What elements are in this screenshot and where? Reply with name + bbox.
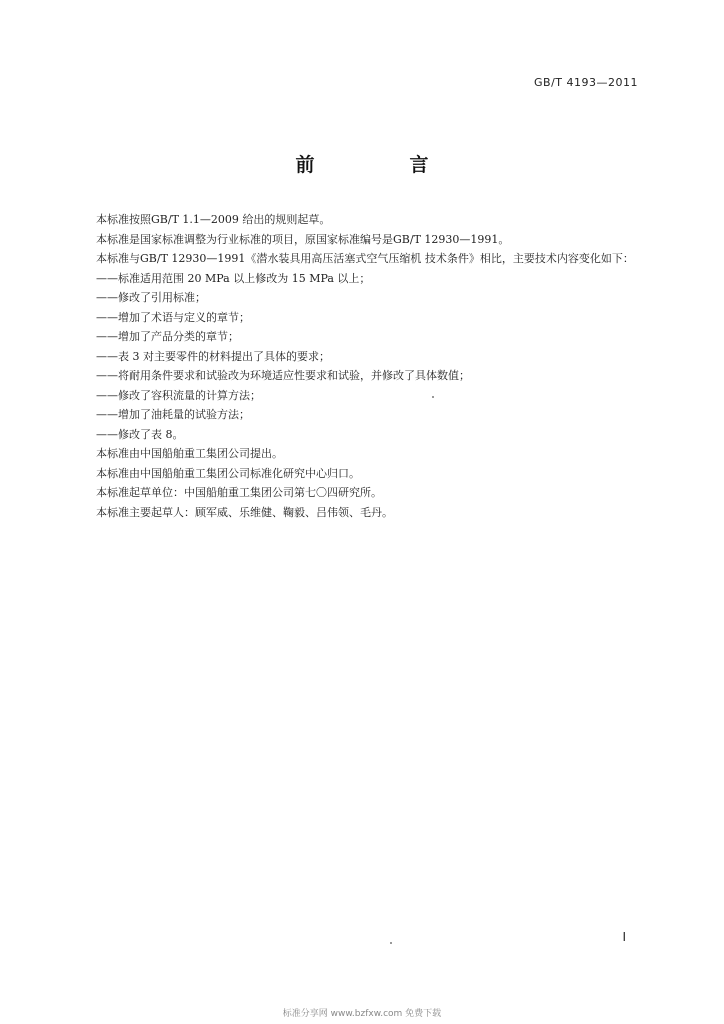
paragraph-changes-intro: 本标准与GB/T 12930—1991《潜水装具用高压活塞式空气压缩机 技术条件》相比，主要技术内容变化如下： [96,252,634,265]
change-item: ——修改了引用标准； [96,291,206,304]
paragraph-drafting-rules: 本标准按照GB/T 1.1—2009 给出的规则起草。 [96,213,331,226]
change-item: ——修改了表 8。 [96,427,184,441]
change-item: ——标准适用范围 20 MPa 以上修改为 15 MPa 以上； [96,271,371,285]
standard-code: GB/T 4193—2011 [534,76,638,89]
paragraph-drafting-unit: 本标准起草单位：中国船舶重工集团公司第七〇四研究所。 [96,486,382,499]
page-number: I [622,930,626,944]
change-item: ——表 3 对主要零件的材料提出了具体的要求； [96,349,330,363]
change-item: ——增加了产品分类的章节； [96,330,239,343]
change-item: ——增加了术语与定义的章节； [96,310,250,324]
watermark-footer: 标准分享网 www.bzfxw.com 免费下载 [282,1009,442,1019]
paragraph-standard-origin: 本标准是国家标准调整为行业标准的项目，原国家标准编号是GB/T 12930—1991。 [96,232,510,246]
paragraph-drafters: 本标准主要起草人：顾军威、乐维健、鞠毅、吕伟领、毛丹。 [96,505,393,519]
paragraph-administrator: 本标准由中国船舶重工集团公司标准化研究中心归口。 [96,466,360,480]
page-title: 前 言 [295,154,467,176]
change-item: ——增加了油耗量的试验方法； [96,408,250,421]
change-item: ——修改了容积流量的计算方法； [96,388,261,402]
document-body [96,210,636,522]
scan-speck [390,942,392,944]
scan-speck [432,396,434,398]
change-item: ——将耐用条件要求和试验改为环境适应性要求和试验，并修改了具体数值； [96,369,470,382]
paragraph-proposer: 本标准由中国船舶重工集团公司提出。 [96,447,283,460]
